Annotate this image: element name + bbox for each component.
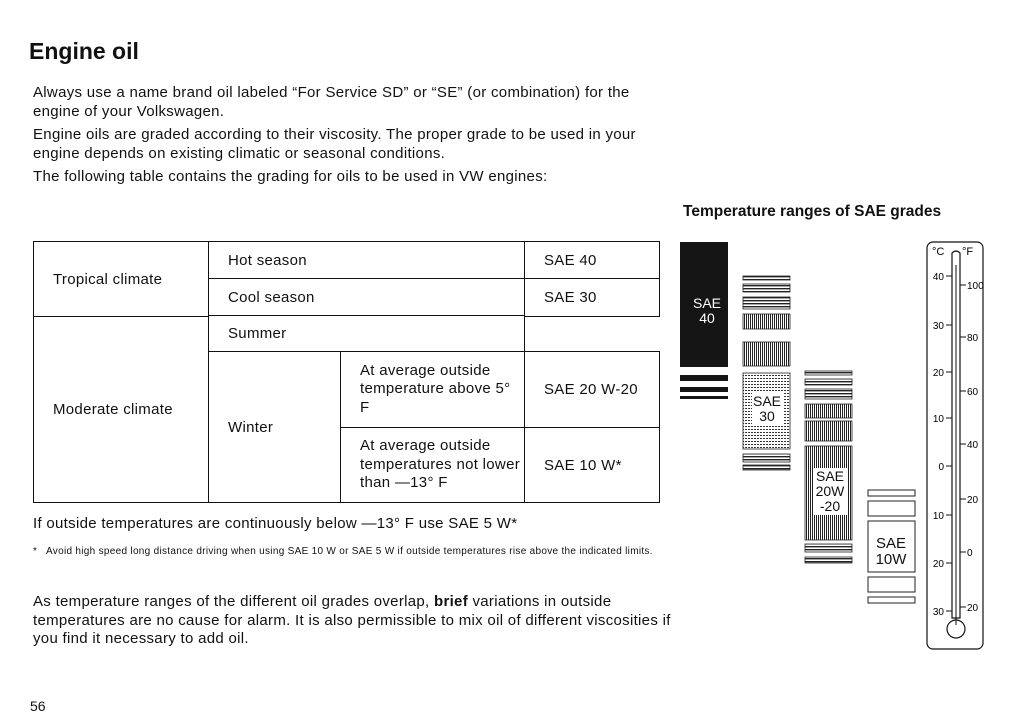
sae5w-note: If outside temperatures are continuously below —13° F use SAE 5 W*	[33, 515, 518, 532]
summer-cell: Summer	[209, 316, 525, 352]
sae20w20-label-line3: -20	[819, 498, 841, 514]
sae40-bar	[680, 242, 728, 399]
celsius-tick: 10	[932, 414, 944, 425]
thermometer	[927, 242, 984, 649]
winter-above-5f-cell: At average outside temperature above 5° F	[341, 352, 525, 428]
intro-paragraph: Always use a name brand oil labeled “For Service SD” or “SE” (or combination) for the engine of your Volkswagen.	[33, 84, 630, 120]
fahrenheit-tick: 20	[967, 495, 979, 506]
sae10w-label-line1: SAE	[875, 535, 907, 552]
fahrenheit-tick: 0	[967, 548, 973, 559]
sae10w-label-line2: 10W	[875, 551, 907, 568]
sae-temperature-figure	[670, 225, 1000, 655]
sae20w20-bar	[805, 371, 852, 563]
celsius-tick: 20	[932, 559, 944, 570]
sae40-label-line1: SAE	[692, 295, 722, 311]
sae10w-cell: SAE 10 W*	[525, 428, 660, 503]
oil-grade-table	[33, 241, 660, 503]
sae10w-bar	[868, 490, 915, 603]
celsius-tick: 30	[932, 321, 944, 332]
sae20w20-label-line2: 20W	[815, 483, 845, 499]
table-intro-paragraph: The following table contains the grading for oils to be used in VW engines:	[33, 168, 548, 185]
cool-season-cell: Cool season	[209, 279, 525, 316]
winter-cell: Winter	[209, 352, 341, 503]
fahrenheit-tick: 80	[967, 333, 979, 344]
fahrenheit-tick: 40	[967, 440, 979, 451]
sae40-label-line2: 40	[699, 310, 715, 326]
table-row	[34, 242, 660, 279]
sae40-cell: SAE 40	[525, 242, 660, 279]
celsius-tick: 40	[932, 272, 944, 283]
celsius-tick: 10	[932, 511, 944, 522]
sae30-label-line2: 30	[759, 408, 775, 424]
figure-title: Temperature ranges of SAE grades	[683, 203, 942, 220]
overlap-paragraph	[33, 593, 673, 649]
page-number: 56	[30, 698, 46, 714]
celsius-tick: 20	[932, 368, 944, 379]
viscosity-paragraph: Engine oils are graded according to their viscosity. The proper grade to be used in your engine depends on existing climatic or seasonal conditions.	[33, 126, 636, 162]
celsius-tick: 0	[938, 462, 944, 473]
overlap-text-start: As temperature ranges of the different oil grades overlap,	[33, 593, 434, 610]
overlap-text-end: variations in outside temperatures are no cause for alarm. It is also permissible to mix oil of different viscosities if you find it necessary to add oil.	[33, 593, 671, 647]
tropical-climate-cell: Tropical climate	[34, 242, 209, 317]
sae20w20-cell: SAE 20 W-20	[525, 352, 660, 428]
fahrenheit-tick: 60	[967, 387, 979, 398]
page-title: Engine oil	[29, 38, 139, 64]
celsius-unit-label: °C	[932, 246, 945, 258]
footnote-text: Avoid high speed long distance driving when using SAE 10 W or SAE 5 W if outside temperatures rise above the indicated limits.	[46, 546, 653, 557]
footnote-star: *	[33, 546, 38, 557]
fahrenheit-tick: 100	[967, 281, 984, 292]
sae30-cell: SAE 30	[525, 279, 660, 317]
fahrenheit-tick: 20	[967, 603, 979, 614]
hot-season-cell: Hot season	[209, 242, 525, 279]
sae30-bar	[743, 276, 790, 470]
sae20w20-label-line1: SAE	[815, 468, 845, 484]
footnote	[33, 544, 673, 560]
winter-not-lower-cell: At average outside temperatures not lower than —13° F	[341, 428, 525, 503]
celsius-tick: 30	[932, 607, 944, 618]
fahrenheit-unit-label: °F	[962, 246, 974, 258]
sae30-label-line1: SAE	[752, 393, 782, 409]
overlap-text-bold: brief	[433, 593, 468, 610]
moderate-climate-cell: Moderate climate	[34, 317, 209, 503]
